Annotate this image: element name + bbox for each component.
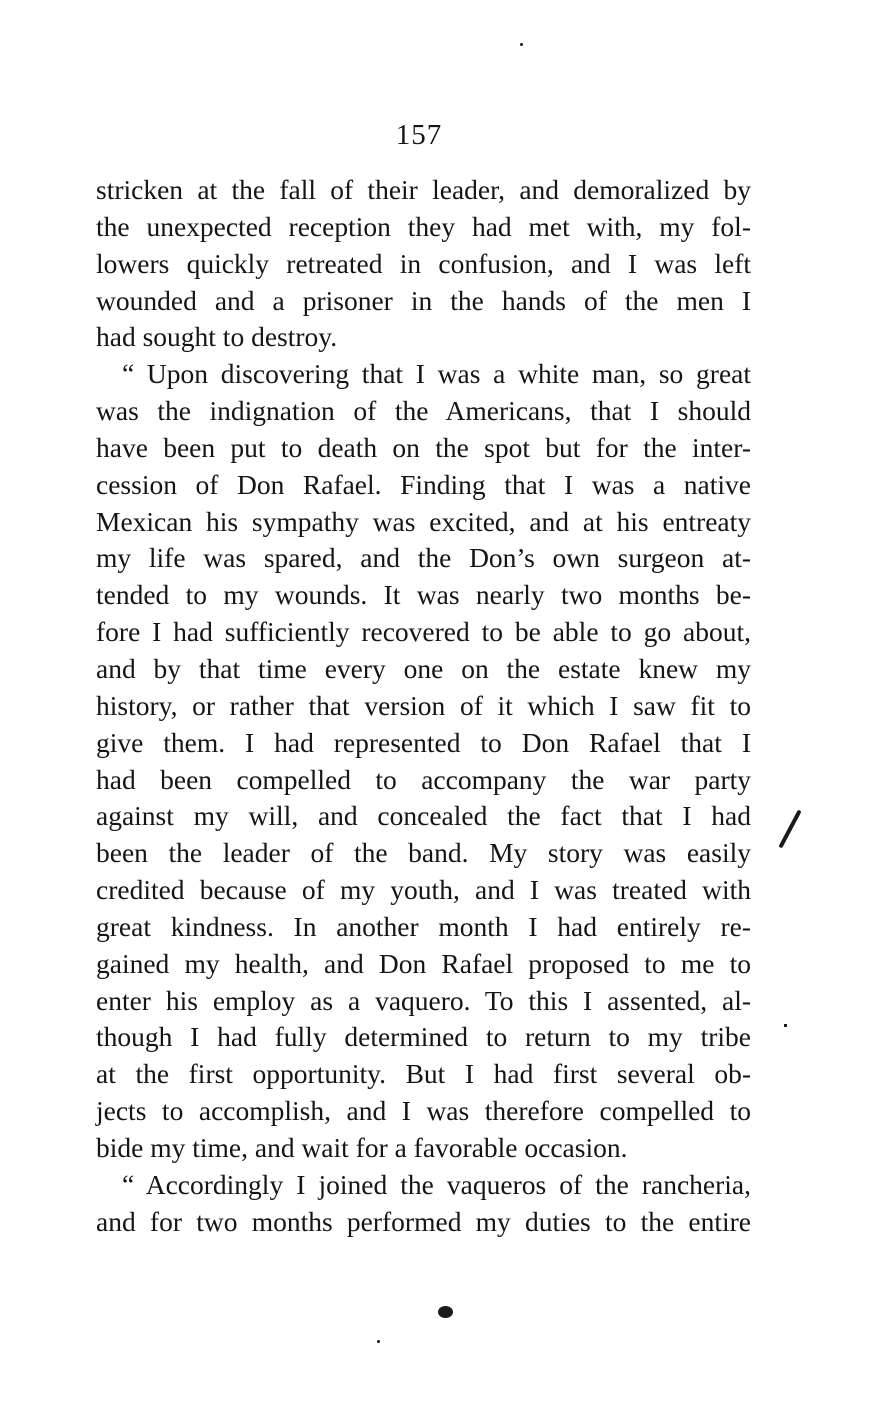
text-line: my life was spared, and the Don’s own surgeon at- [96,542,751,574]
text-line: cession of Don Rafael. Finding that I was a native [96,468,751,500]
body-text [96,172,751,1240]
pen-mark [778,810,801,849]
text-line: had been compelled to accompany the war party [96,763,751,795]
ink-speck [377,1340,380,1343]
text-line: gained my health, and Don Rafael proposed to me to [96,947,751,979]
text-line: against my will, and concealed the fact that I had [96,800,751,832]
text-line: jects to accomplish, and I was therefore compelled to [96,1095,751,1127]
text-line: Mexican his sympathy was excited, and at his entreaty [96,505,751,537]
text-line: history, or rather that version of it which I saw fit to [96,689,751,721]
text-line: had sought to destroy. [96,321,338,353]
text-line: wounded and a prisoner in the hands of the men I [96,284,751,316]
text-line: tended to my wounds. It was nearly two months be- [96,579,751,611]
text-line: enter his employ as a vaquero. To this I assented, al- [96,984,751,1016]
text-line: have been put to death on the spot but for the inter- [96,431,751,463]
text-line: great kindness. In another month I had entirely re- [96,910,751,942]
text-line: “ Accordingly I joined the vaqueros of the rancheria, [122,1168,751,1200]
text-line: give them. I had represented to Don Rafael that I [96,726,751,758]
text-line: been the leader of the band. My story was easily [96,837,751,869]
text-line: and by that time every one on the estate knew my [96,652,751,684]
text-line: the unexpected reception they had met with, my fol- [96,210,751,242]
text-line: bide my time, and wait for a favorable occasion. [96,1131,628,1163]
page-number: 157 [395,119,443,151]
ink-speck [520,43,523,46]
text-line: at the first opportunity. But I had first several ob- [96,1058,751,1090]
ink-blot [438,1306,453,1318]
text-line: was the indignation of the Americans, that I should [96,395,751,427]
text-line: “ Upon discovering that I was a white man, so great [122,358,751,390]
text-line: though I had fully determined to return to my tribe [96,1021,751,1053]
text-line: lowers quickly retreated in confusion, and I was left [96,247,751,279]
text-line: credited because of my youth, and I was treated with [96,874,751,906]
text-line: and for two months performed my duties to the entire [96,1205,751,1237]
text-line: stricken at the fall of their leader, and demoralized by [96,174,751,205]
text-line: fore I had sufficiently recovered to be able to go about, [96,616,751,648]
ink-speck [784,1024,787,1027]
